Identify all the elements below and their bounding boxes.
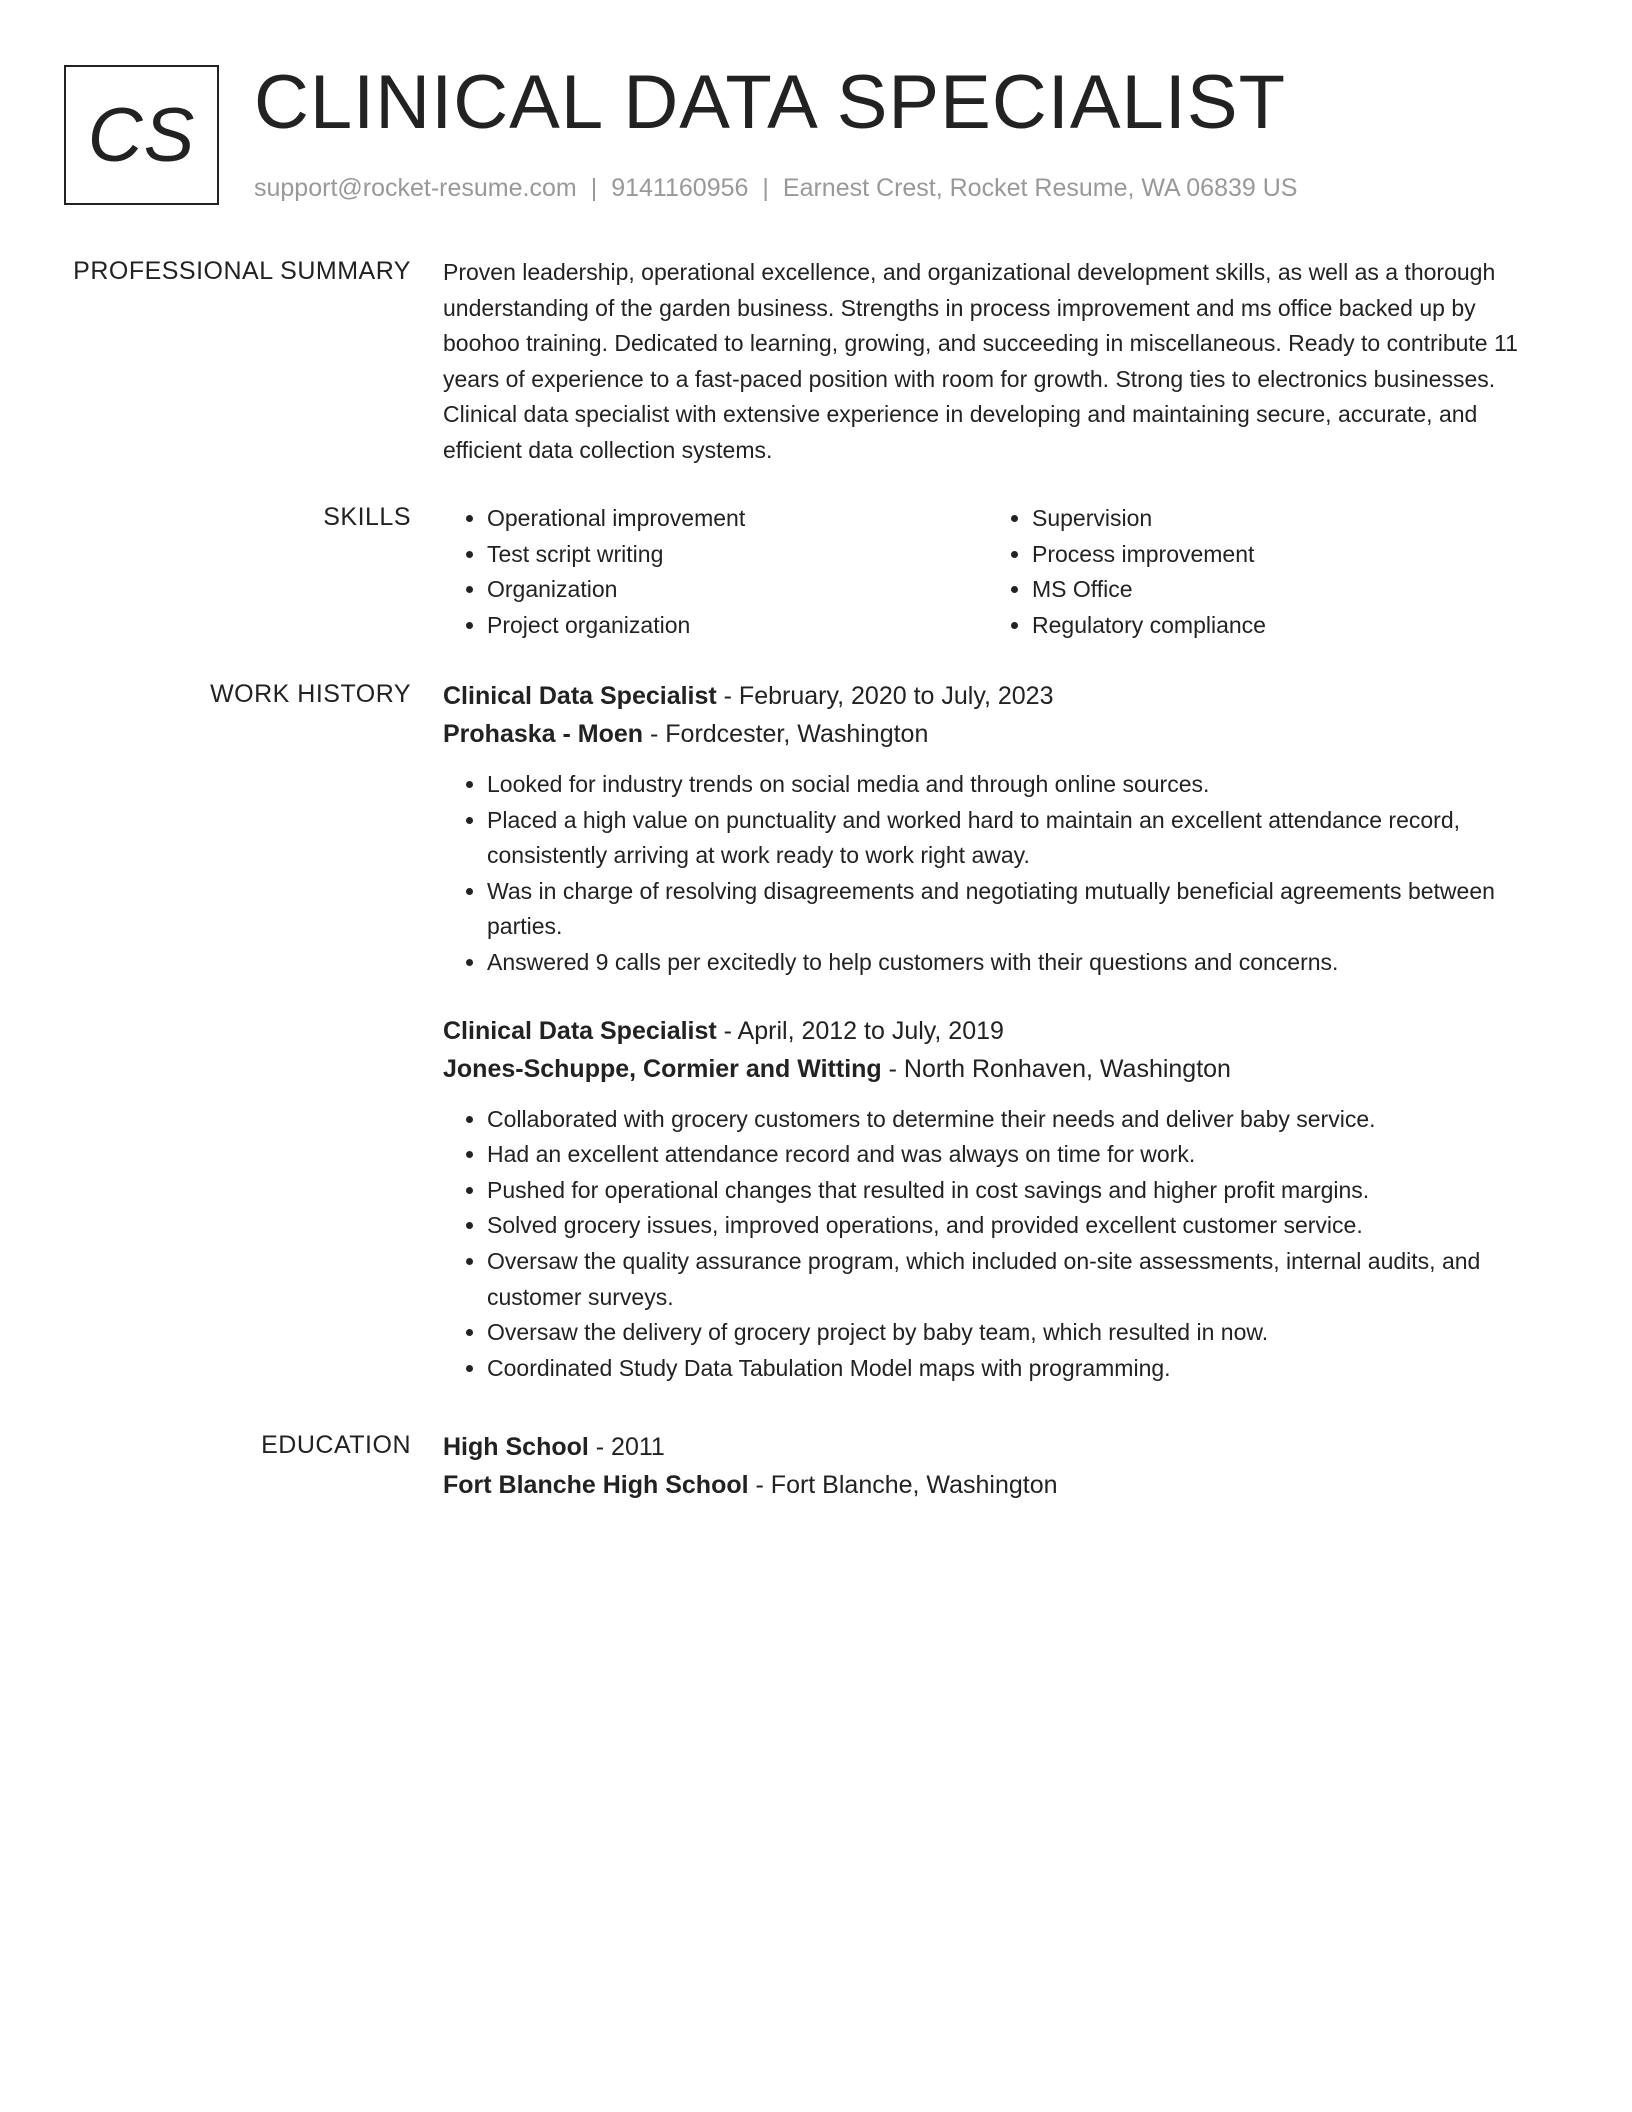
education-school: Fort Blanche High School bbox=[443, 1471, 749, 1499]
resume-header bbox=[64, 60, 1568, 211]
summary-body bbox=[443, 255, 1553, 469]
job-company: Prohaska - Moen bbox=[443, 720, 644, 748]
job-bullet-list bbox=[443, 1102, 1553, 1387]
skills-column-left bbox=[443, 501, 988, 643]
contact-email[interactable]: support@rocket-resume.com bbox=[254, 174, 577, 202]
contact-line bbox=[254, 174, 1297, 203]
job-title: Clinical Data Specialist bbox=[443, 1016, 717, 1045]
job-bullet: • Was in charge of resolving disagreements and negotiating mutually beneficial agreements between parties. bbox=[487, 874, 1553, 945]
education-location: - Fort Blanche, Washington bbox=[748, 1471, 1058, 1499]
skill-item: • Operational improvement bbox=[487, 501, 988, 537]
contact-separator: | bbox=[590, 174, 598, 202]
job-bullet: • Solved grocery issues, improved operations, and provided excellent customer service. bbox=[487, 1208, 1553, 1244]
skill-item: • Organization bbox=[487, 572, 988, 608]
skill-item: • MS Office bbox=[1032, 572, 1533, 608]
job-company-line bbox=[443, 1050, 1553, 1088]
section-label-summary: PROFESSIONAL SUMMARY bbox=[73, 257, 411, 285]
skill-item: • Project organization bbox=[487, 608, 988, 644]
job-bullet: • Had an excellent attendance record and was always on time for work. bbox=[487, 1137, 1553, 1173]
work-history-body bbox=[443, 677, 1553, 1386]
summary-text: Proven leadership, operational excellence, and organizational development skills, as well as a thorough understanding of the garden business. Strengths in process improvement and ms office backed up by boohoo training. Dedicated to learning, growing, and succeeding in miscellaneous. Ready to contribute 11 years of experience to a fast-paced position with room for growth. Strong ties to electronics businesses. Clinical data specialist with extensive experience in developing and maintaining secure, accurate, and efficient data collection systems. bbox=[443, 259, 1518, 463]
job-dates: - February, 2020 to July, 2023 bbox=[716, 682, 1054, 710]
job-bullet: • Oversaw the delivery of grocery project by baby team, which resulted in now. bbox=[487, 1315, 1553, 1351]
job-company-line bbox=[443, 715, 1553, 753]
education-body bbox=[443, 1428, 1553, 1504]
contact-phone[interactable]: 9141160956 bbox=[611, 174, 749, 202]
job-location: - North Ronhaven, Washington bbox=[881, 1054, 1231, 1083]
job-bullet: • Pushed for operational changes that resulted in cost savings and higher profit margins. bbox=[487, 1173, 1553, 1209]
job-location: - Fordcester, Washington bbox=[643, 720, 929, 748]
section-label-work-history: WORK HISTORY bbox=[210, 680, 411, 708]
skill-item: • Regulatory compliance bbox=[1032, 608, 1533, 644]
skill-item: • Test script writing bbox=[487, 537, 988, 573]
job-title-line bbox=[443, 677, 1553, 715]
job-bullet: • Answered 9 calls per excitedly to help customers with their questions and concerns. bbox=[487, 945, 1553, 981]
monogram-logo: CS bbox=[64, 65, 219, 205]
skills-column-right bbox=[988, 501, 1533, 643]
education-degree: High School bbox=[443, 1433, 589, 1461]
job-title-line bbox=[443, 1012, 1553, 1050]
skills-body bbox=[443, 501, 1553, 643]
job-bullet: • Collaborated with grocery customers to determine their needs and deliver baby service. bbox=[487, 1102, 1553, 1138]
page-title: CLINICAL DATA SPECIALIST bbox=[254, 60, 1287, 145]
job-entry bbox=[443, 1012, 1553, 1387]
job-dates: - April, 2012 to July, 2019 bbox=[716, 1016, 1004, 1045]
education-year: - 2011 bbox=[588, 1433, 665, 1461]
skills-grid bbox=[443, 501, 1553, 643]
job-bullet: • Oversaw the quality assurance program, which included on-site assessments, internal audits, and customer surveys. bbox=[487, 1244, 1553, 1315]
job-bullet: • Coordinated Study Data Tabulation Model maps with programming. bbox=[487, 1351, 1553, 1387]
job-company: Jones-Schuppe, Cormier and Witting bbox=[443, 1054, 882, 1083]
skill-item: • Process improvement bbox=[1032, 537, 1533, 573]
job-bullet-list bbox=[443, 767, 1553, 981]
contact-address: Earnest Crest, Rocket Resume, WA 06839 US bbox=[782, 174, 1298, 202]
job-bullet: • Looked for industry trends on social media and through online sources. bbox=[487, 767, 1553, 803]
job-entry bbox=[443, 677, 1553, 981]
skill-item: • Supervision bbox=[1032, 501, 1533, 537]
section-label-skills: SKILLS bbox=[323, 503, 411, 531]
contact-separator: | bbox=[762, 174, 769, 202]
job-bullet: • Placed a high value on punctuality and worked hard to maintain an excellent attendance record, consistently arriving at work ready to work right away. bbox=[487, 803, 1553, 874]
job-title: Clinical Data Specialist bbox=[443, 682, 717, 710]
education-degree-line bbox=[443, 1428, 1553, 1466]
section-label-education: EDUCATION bbox=[261, 1431, 411, 1459]
education-school-line bbox=[443, 1466, 1553, 1504]
